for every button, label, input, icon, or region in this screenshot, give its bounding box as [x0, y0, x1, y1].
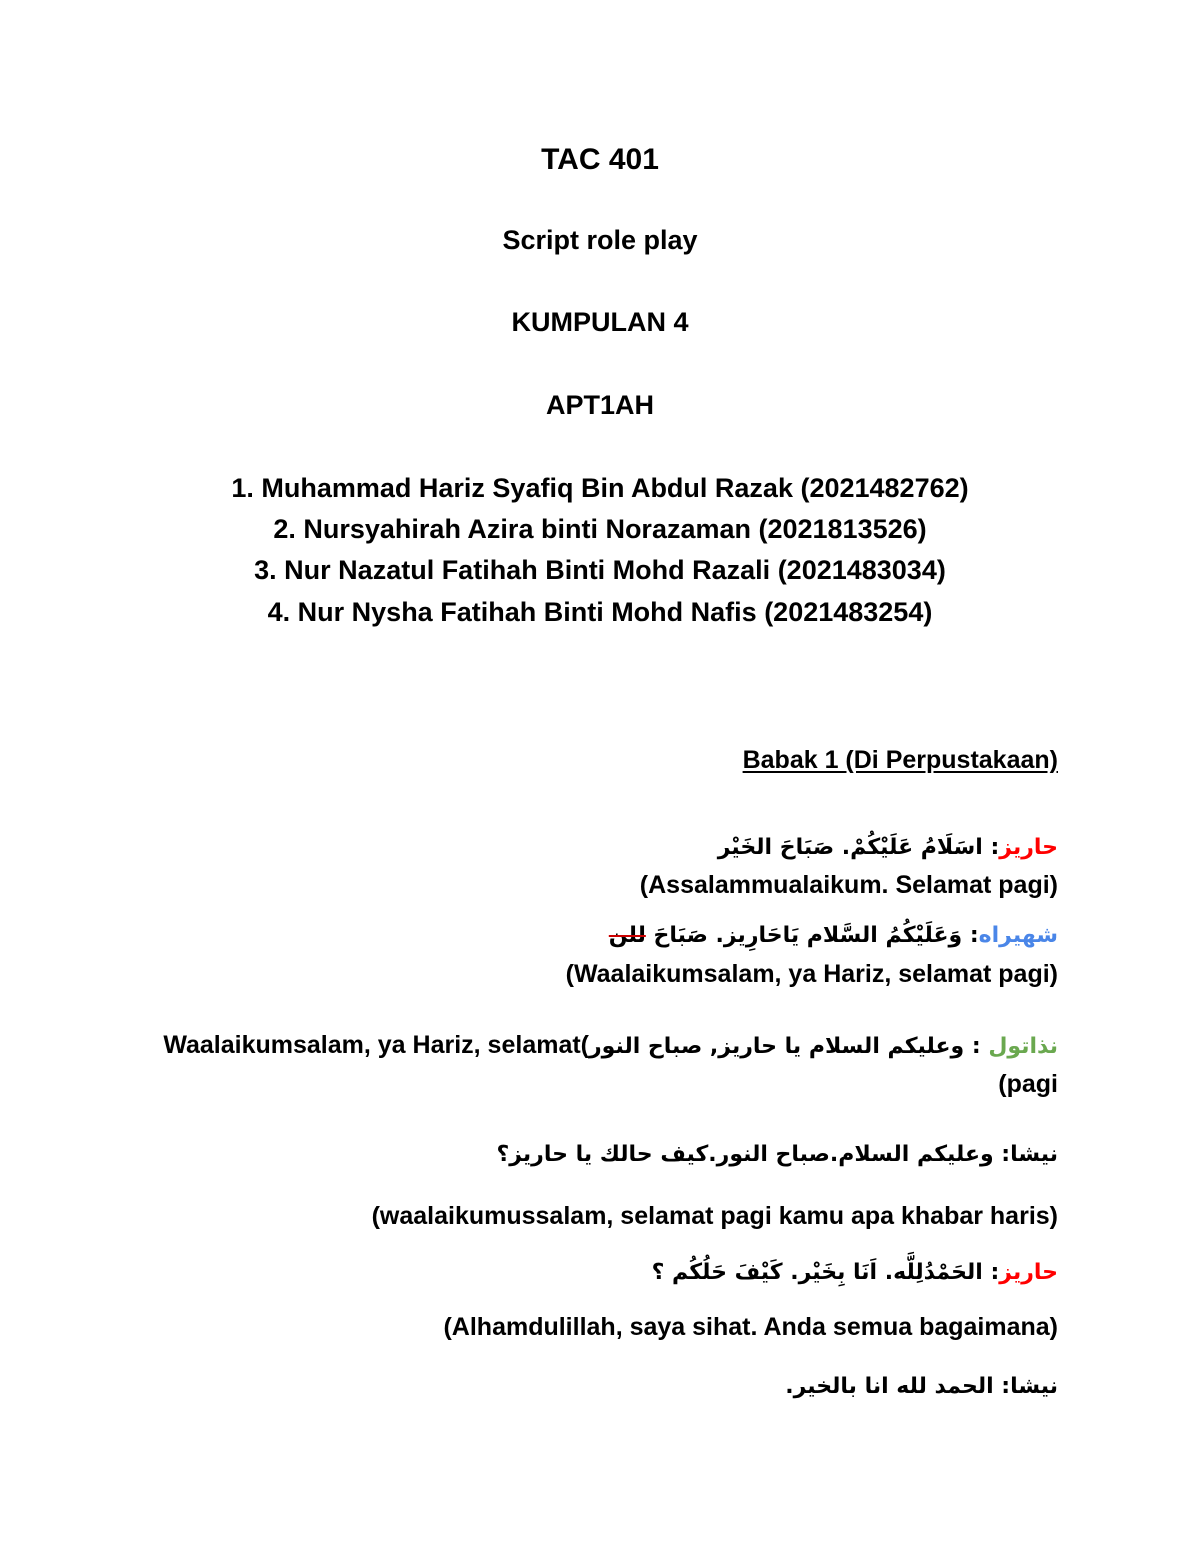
arabic-text: : اسَلَامُ عَلَيْكُمْ. صَبَاحَ الخَيْر [717, 835, 1000, 860]
speaker-nysha: نيشا [1010, 1374, 1058, 1399]
speaker-nysha: نيشا [1010, 1142, 1058, 1167]
speaker-hariz: حاريز [999, 835, 1058, 860]
member-1: 1. Muhammad Hariz Syafiq Bin Abdul Razak (2021482762) [231, 473, 969, 503]
scene-title: Babak 1 (Di Perpustakaan) [742, 746, 1058, 774]
speaker-shahira: شهيراه [978, 923, 1058, 948]
dialogue-line-nazatul [163, 1031, 1058, 1060]
translation-continuation: (pagi [998, 1070, 1058, 1098]
speaker-nazatul: نذاتول [988, 1034, 1058, 1059]
struck-text: للن [608, 923, 646, 948]
dialogue-line-shahira [609, 923, 1058, 948]
group-label: KUMPULAN 4 [511, 307, 689, 337]
translation-line-5: (Alhamdulillah, saya sihat. Anda semua bagaimana) [443, 1313, 1058, 1341]
latin-text: Waalaikumsalam, ya Hariz, selamat( [163, 1031, 589, 1059]
course-code: TAC 401 [541, 143, 659, 176]
translation-line-2: (Waalaikumsalam, ya Hariz, selamat pagi) [565, 960, 1058, 988]
member-4: 4. Nur Nysha Fatihah Binti Mohd Nafis (2021483254) [267, 597, 933, 627]
dialogue-line-nysha-1 [496, 1142, 1058, 1167]
arabic-text: : الحَمْدُلِلَّه. اَنَا بِخَيْر. كَيْفَ حَلُكُم ؟ [651, 1260, 1000, 1285]
member-3: 3. Nur Nazatul Fatihah Binti Mohd Razali (2021483034) [254, 555, 946, 585]
dialogue-line-hariz-1 [718, 835, 1058, 860]
translation-line-1: (Assalammualaikum. Selamat pagi) [639, 871, 1058, 899]
translation-line-4: (waalaikumussalam, selamat pagi kamu apa khabar haris) [371, 1202, 1058, 1230]
arabic-text: : وعليكم السلام.صباح النور.كيف حالك يا حاريز؟ [496, 1142, 1011, 1167]
arabic-text: : الحمد لله انا بالخير. [785, 1374, 1011, 1399]
document-subtitle: Script role play [502, 225, 698, 255]
dialogue-line-nysha-2 [785, 1374, 1058, 1399]
class-code: APT1AH [545, 390, 654, 420]
speaker-hariz: حاريز [999, 1260, 1058, 1285]
arabic-text: : وَعَلَيْكُمُ السَّلام يَاحَارِيز. صَبَاحَ [645, 923, 979, 948]
arabic-text: : وعليكم السلام يا حاريز, صباح النور [589, 1034, 989, 1059]
dialogue-line-hariz-2 [652, 1260, 1058, 1285]
member-2: 2. Nursyahirah Azira binti Norazaman (2021813526) [273, 514, 927, 544]
